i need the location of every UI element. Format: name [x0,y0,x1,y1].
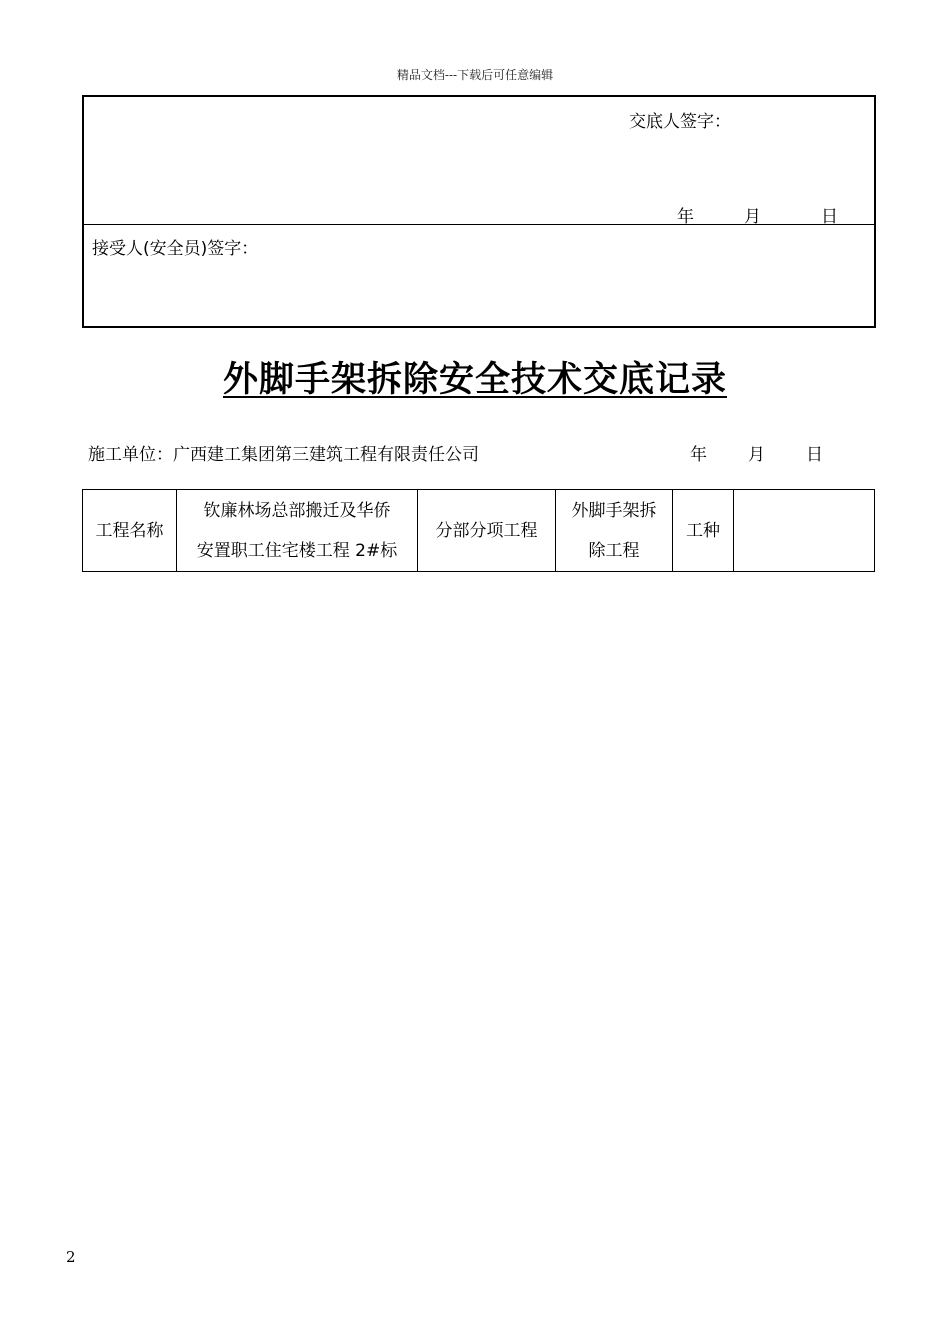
project-name-label: 工程名称 [83,490,177,572]
sign-date-year: 年 [677,207,694,227]
construction-unit: 施工单位：广西建工集团第三建筑工程有限责任公司 [88,445,479,465]
unit-date-month: 月 [748,445,765,465]
unit-date-year: 年 [690,445,707,465]
subproject-line1: 外脚手架拆 [571,500,657,521]
page-number: 2 [66,1248,76,1266]
subproject-line2: 除工程 [588,540,640,561]
table-row [83,490,875,572]
work-type-value [734,490,875,572]
sign-date-day: 日 [821,207,838,227]
sign-box [82,95,876,328]
sign-divider [84,224,874,225]
project-info-table [82,489,875,572]
project-name-line1: 钦廉林场总部搬迁及华侨 [203,500,391,521]
receiver-label: 接受人(安全员)签字： [92,239,259,259]
sign-date-month: 月 [744,207,761,227]
subproject-value [556,490,673,572]
subproject-label: 分部分项工程 [418,490,556,572]
project-name-line2: 安置职工住宅楼工程 2#标 [196,540,398,561]
signer-label: 交底人签字： [629,112,731,132]
project-name-value [177,490,418,572]
work-type-label: 工种 [673,490,734,572]
unit-date-day: 日 [806,445,823,465]
header-note: 精品文档---下载后可任意编辑 [396,68,554,82]
document-title: 外脚手架拆除安全技术交底记录 [222,360,727,400]
